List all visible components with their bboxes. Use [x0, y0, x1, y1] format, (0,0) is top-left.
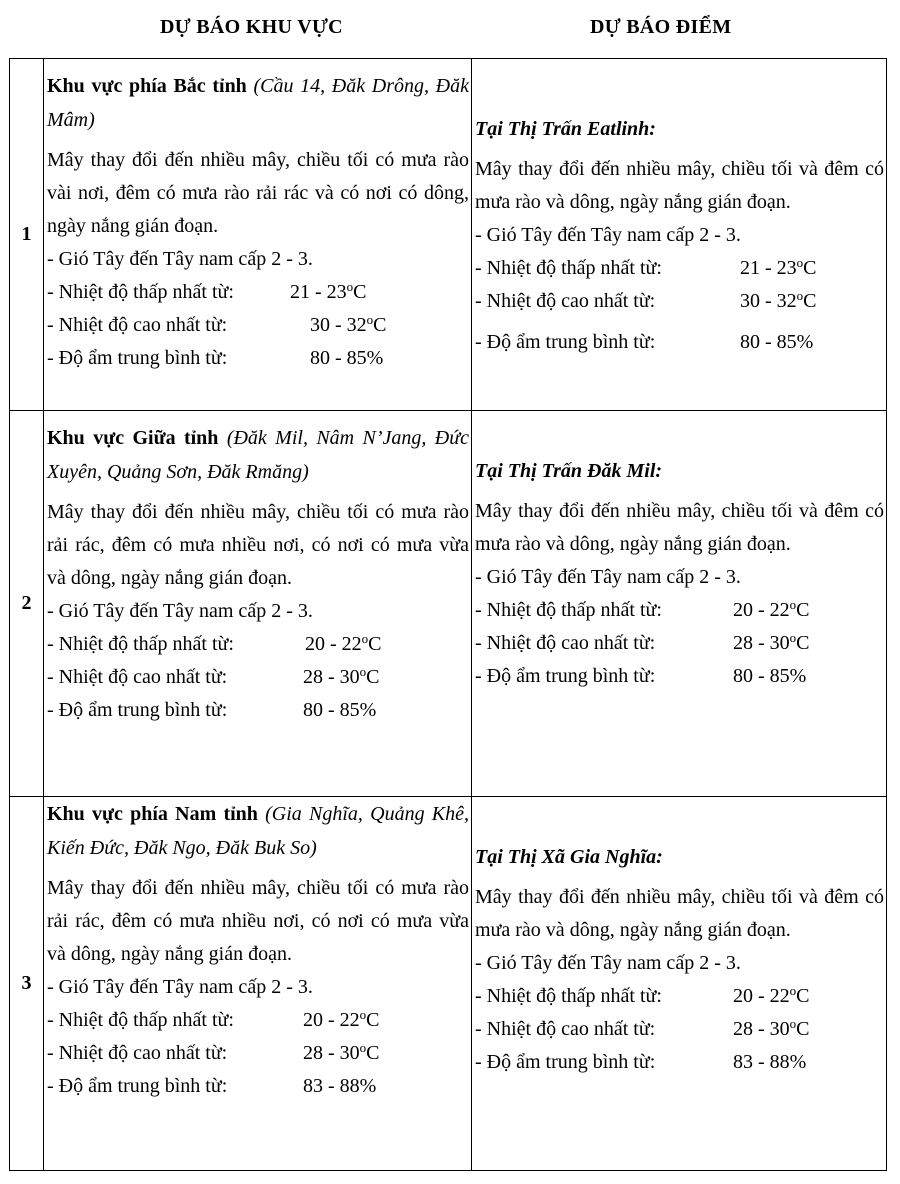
area-min-temp [47, 276, 469, 309]
point-max-temp [475, 627, 884, 660]
area-max-temp [47, 309, 469, 342]
point-min-temp [475, 594, 884, 627]
humidity-value: 80 - 85% [740, 331, 814, 353]
header-area-forecast: DỰ BÁO KHU VỰC [160, 16, 343, 38]
point-description: Mây thay đổi đến nhiều mây, chiều tối và đêm có mưa rào và dông, ngày nắng gián đoạn. [475, 886, 884, 941]
table-row [10, 411, 887, 797]
row-number: 1 [10, 59, 44, 411]
area-wind: - Gió Tây đến Tây nam cấp 2 - 3. [47, 976, 313, 998]
area-title [47, 69, 469, 137]
area-name: Khu vực phía Nam tỉnh [47, 803, 258, 825]
area-places: (Cầu 14, Đăk Drông, Đăk Mâm) [47, 75, 469, 131]
header-point-forecast: DỰ BÁO ĐIỂM [590, 16, 732, 38]
min-temp-value: 21 - 23$^o$C [290, 279, 367, 303]
forecast-table [9, 58, 887, 1171]
point-wind: - Gió Tây đến Tây nam cấp 2 - 3. [475, 224, 741, 246]
area-min-temp [47, 628, 469, 661]
point-title: Tại Thị Xã Gia Nghĩa: [475, 846, 663, 868]
min-temp-value: 20 - 22$^o$C [733, 597, 810, 621]
table-row [10, 59, 887, 411]
point-max-temp [475, 285, 884, 318]
humidity-label: - Độ ẩm trung bình từ: [475, 665, 656, 687]
area-description: Mây thay đổi đến nhiều mây, chiều tối có mưa rào rải rác, đêm có mưa nhiều nơi, có nơi có mưa vừa và dông, ngày nắng gián đoạn. [47, 877, 469, 965]
min-temp-value: 21 - 23$^o$C [740, 255, 817, 279]
area-name: Khu vực phía Bắc tỉnh [47, 75, 247, 97]
point-wind: - Gió Tây đến Tây nam cấp 2 - 3. [475, 566, 741, 588]
area-humidity [47, 342, 469, 375]
min-temp-label: - Nhiệt độ thấp nhất từ: [475, 599, 662, 621]
area-places: (Gia Nghĩa, Quảng Khê, Kiến Đức, Đăk Ngo, Đăk Buk So) [47, 803, 470, 859]
area-max-temp [47, 1037, 469, 1070]
point-min-temp [475, 980, 884, 1013]
humidity-label: - Độ ẩm trung bình từ: [47, 1075, 228, 1097]
point-min-temp [475, 252, 884, 285]
max-temp-label: - Nhiệt độ cao nhất từ: [47, 1042, 228, 1064]
humidity-value: 83 - 88% [303, 1075, 377, 1097]
table-row [10, 797, 887, 1171]
area-title [47, 797, 469, 865]
area-humidity [47, 1070, 469, 1103]
min-temp-label: - Nhiệt độ thấp nhất từ: [47, 281, 234, 303]
point-description: Mây thay đổi đến nhiều mây, chiều tối và đêm có mưa rào và dông, ngày nắng gián đoạn. [475, 158, 884, 213]
point-wind: - Gió Tây đến Tây nam cấp 2 - 3. [475, 952, 741, 974]
humidity-label: - Độ ẩm trung bình từ: [47, 347, 228, 369]
area-title [47, 421, 469, 489]
humidity-value: 80 - 85% [303, 699, 377, 721]
min-temp-value: 20 - 22$^o$C [303, 1007, 380, 1031]
area-description: Mây thay đổi đến nhiều mây, chiều tối có mưa rào rải rác, đêm có mưa nhiều nơi, có nơi có mưa vừa và dông, ngày nắng gián đoạn. [47, 501, 469, 589]
area-forecast-cell [44, 411, 472, 797]
point-max-temp [475, 1013, 884, 1046]
point-humidity [475, 326, 884, 359]
max-temp-label: - Nhiệt độ cao nhất từ: [47, 314, 228, 336]
humidity-label: - Độ ẩm trung bình từ: [475, 331, 656, 353]
min-temp-label: - Nhiệt độ thấp nhất từ: [47, 633, 234, 655]
row-number: 2 [10, 411, 44, 797]
area-wind: - Gió Tây đến Tây nam cấp 2 - 3. [47, 600, 313, 622]
point-humidity [475, 660, 884, 693]
min-temp-label: - Nhiệt độ thấp nhất từ: [475, 257, 662, 279]
row-number: 3 [10, 797, 44, 1171]
max-temp-value: 28 - 30$^o$C [733, 630, 810, 654]
area-forecast-cell [44, 797, 472, 1171]
point-forecast-cell [472, 797, 887, 1171]
humidity-value: 80 - 85% [310, 347, 384, 369]
point-humidity [475, 1046, 884, 1079]
humidity-label: - Độ ẩm trung bình từ: [475, 1051, 656, 1073]
max-temp-label: - Nhiệt độ cao nhất từ: [47, 666, 228, 688]
min-temp-label: - Nhiệt độ thấp nhất từ: [475, 985, 662, 1007]
area-forecast-cell [44, 59, 472, 411]
area-humidity [47, 694, 469, 727]
max-temp-value: 30 - 32$^o$C [740, 288, 817, 312]
point-forecast-cell [472, 411, 887, 797]
max-temp-label: - Nhiệt độ cao nhất từ: [475, 290, 656, 312]
humidity-value: 80 - 85% [733, 665, 807, 687]
max-temp-value: 30 - 32$^o$C [310, 312, 387, 336]
area-description: Mây thay đổi đến nhiều mây, chiều tối có mưa rào vài nơi, đêm có mưa rào rải rác và có nơi có dông, ngày nắng gián đoạn. [47, 149, 469, 237]
point-title: Tại Thị Trấn Eatlinh: [475, 118, 656, 140]
min-temp-value: 20 - 22$^o$C [305, 631, 382, 655]
point-title: Tại Thị Trấn Đăk Mil: [475, 460, 663, 482]
max-temp-value: 28 - 30$^o$C [303, 1040, 380, 1064]
max-temp-label: - Nhiệt độ cao nhất từ: [475, 632, 656, 654]
humidity-label: - Độ ẩm trung bình từ: [47, 699, 228, 721]
area-name: Khu vực Giữa tỉnh [47, 427, 219, 449]
point-forecast-cell [472, 59, 887, 411]
min-temp-value: 20 - 22$^o$C [733, 983, 810, 1007]
max-temp-label: - Nhiệt độ cao nhất từ: [475, 1018, 656, 1040]
area-max-temp [47, 661, 469, 694]
area-wind: - Gió Tây đến Tây nam cấp 2 - 3. [47, 248, 313, 270]
humidity-value: 83 - 88% [733, 1051, 807, 1073]
point-description: Mây thay đổi đến nhiều mây, chiều tối và đêm có mưa rào và dông, ngày nắng gián đoạn. [475, 500, 884, 555]
area-min-temp [47, 1004, 469, 1037]
max-temp-value: 28 - 30$^o$C [303, 664, 380, 688]
min-temp-label: - Nhiệt độ thấp nhất từ: [47, 1009, 234, 1031]
max-temp-value: 28 - 30$^o$C [733, 1016, 810, 1040]
area-places: (Đăk Mil, Nâm N’Jang, Đức Xuyên, Quảng Sơn, Đăk Rmăng) [47, 427, 469, 483]
